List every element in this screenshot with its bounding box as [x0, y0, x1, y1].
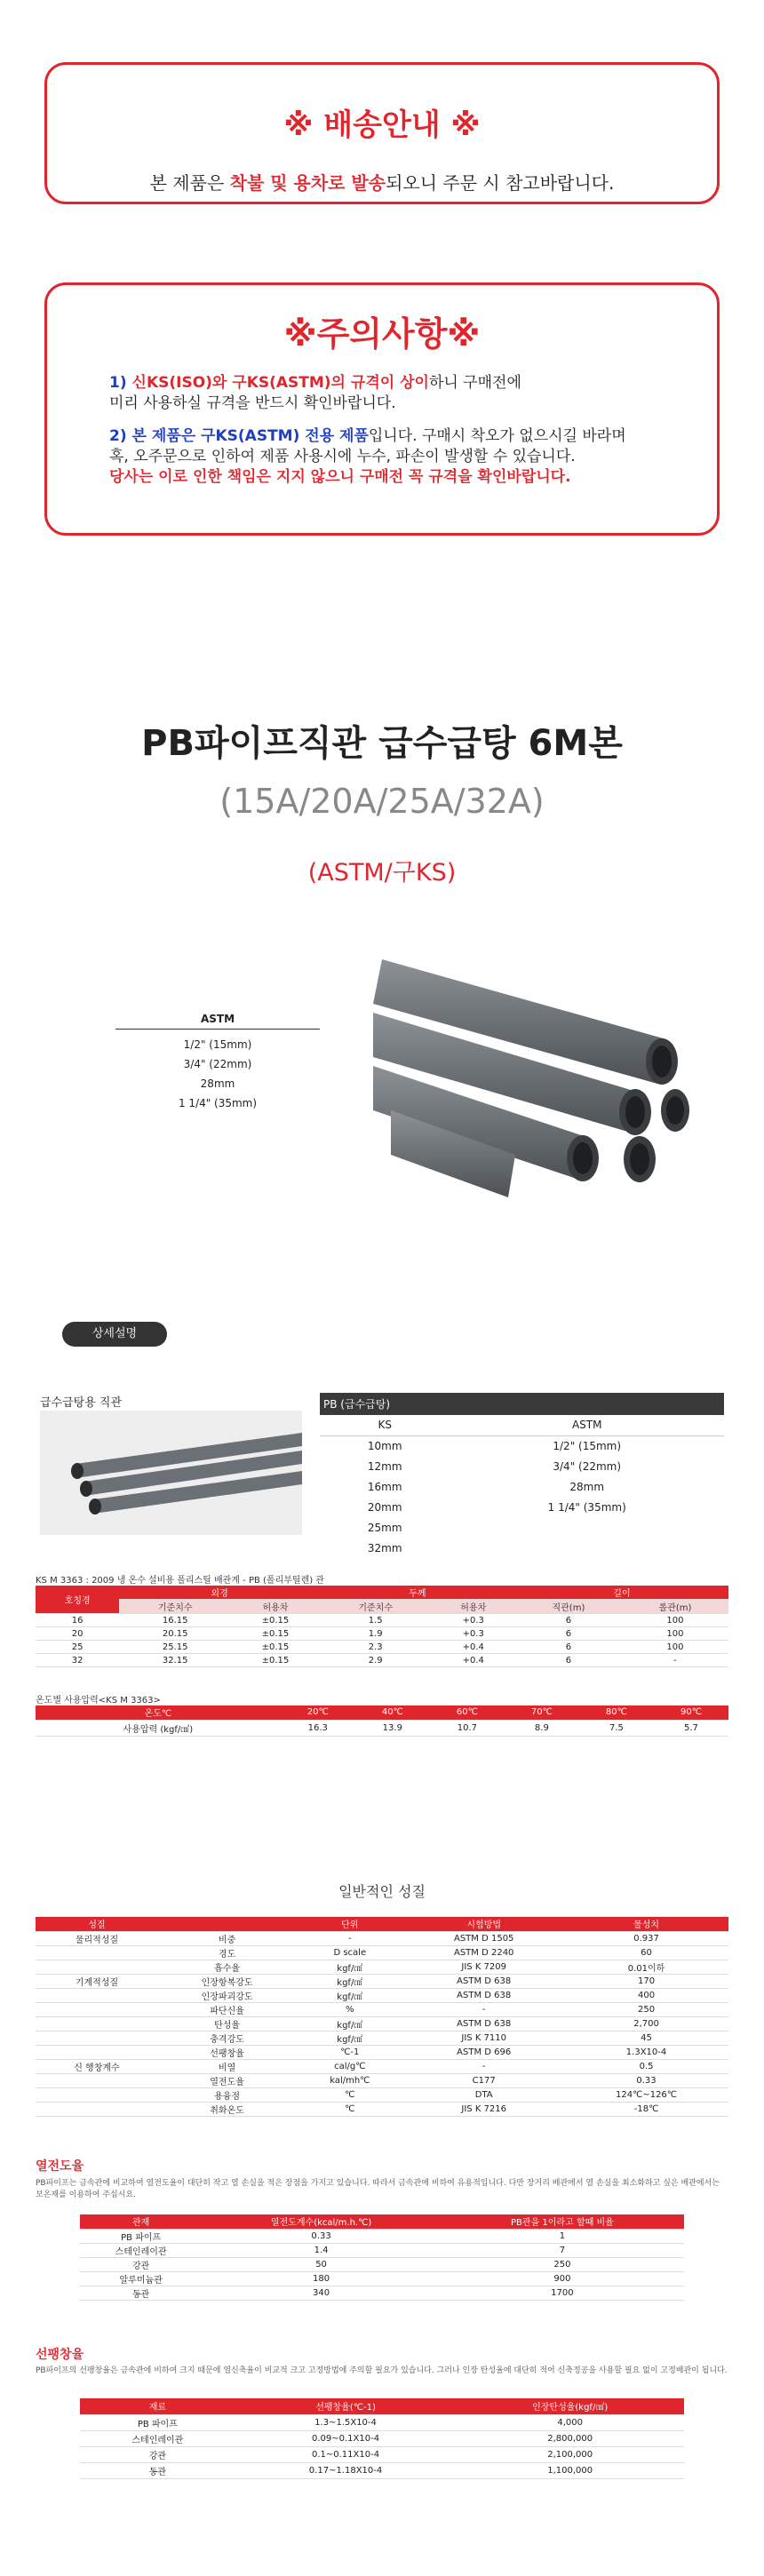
props-cell: -: [403, 2059, 564, 2073]
dim-cell: -: [622, 1654, 728, 1667]
props-cell: 열전도율: [158, 2073, 296, 2087]
press-cell: 10.7: [430, 1720, 505, 1736]
thermal-head: PB관을 1이라고 할때 비율: [441, 2214, 684, 2229]
expansion-head: 재료: [80, 2398, 235, 2414]
press-cell: 7.5: [579, 1720, 654, 1736]
thermal-cell: 7: [441, 2243, 684, 2257]
expansion-heading: 선팽창율: [36, 2348, 84, 2362]
props-cell: -: [296, 1931, 403, 1945]
props-cell: 충격강도: [158, 2031, 296, 2045]
press-table-caption: 온도별 사용압력<KS M 3363>: [36, 1696, 161, 1705]
spec-pipe-image: [40, 1411, 302, 1535]
caution-text-2c: 혹, 오주문으로 인하여 제품 사용시에 누수, 파손이 발생할 수 있습니다.: [109, 448, 576, 465]
thermal-cell: 180: [202, 2271, 441, 2286]
props-cell: ℃-1: [296, 2045, 403, 2059]
pb-cell: 25mm: [367, 1522, 402, 1534]
shipping-notice-title: ※ 배송안내 ※: [283, 107, 481, 143]
thermal-heading: 열전도율: [36, 2159, 84, 2174]
notice-text-a: 본 제품은: [149, 172, 230, 194]
props-cell: 0.5: [564, 2059, 728, 2073]
caution-body: [109, 373, 664, 488]
caution-red-1: 신KS(ISO)와 구KS(ASTM)의 규격이 상이: [131, 374, 429, 392]
expansion-cell: 1.3~1.5X10-4: [235, 2414, 457, 2430]
expansion-head: 인장탄성율(kgf/㎠): [456, 2398, 684, 2414]
pb-cell: 20mm: [367, 1501, 402, 1514]
pb-cell: [450, 1518, 724, 1538]
press-head: 온도℃: [36, 1705, 281, 1720]
dim-cell: 32: [36, 1654, 119, 1667]
props-cell: ASTM D 638: [403, 2016, 564, 2031]
pb-cell: 1 1/4" (35mm): [547, 1501, 626, 1514]
props-cell: JIS K 7216: [403, 2102, 564, 2116]
props-cell: 0.33: [564, 2073, 728, 2087]
props-cell: [36, 2002, 158, 2016]
notice-text-b: 되오니 주문 시 참고바랍니다.: [386, 172, 615, 194]
dim-table-caption: KS M 3363 : 2009 냉 온수 설비용 폴리스틸 배관계 - PB (폴리부틸렌) 관: [36, 1576, 324, 1586]
dim-cell: 1.9: [320, 1627, 432, 1641]
caution-text-2b: 입니다. 구매시 착오가 없으시길 바라며: [368, 427, 626, 445]
props-cell: ASTM D 696: [403, 2045, 564, 2059]
expansion-cell: 0.09~0.1X10-4: [235, 2430, 457, 2446]
shipping-notice-text: [47, 169, 717, 195]
press-table: [36, 1705, 728, 1737]
props-head: 단위: [296, 1917, 403, 1931]
props-cell: kgf/㎠: [296, 2016, 403, 2031]
props-cell: kgf/㎠: [296, 1974, 403, 1988]
props-cell: JIS K 7110: [403, 2031, 564, 2045]
props-cell: kgf/㎠: [296, 2031, 403, 2045]
thermal-cell: 동관: [80, 2286, 202, 2300]
props-cell: 비열: [158, 2059, 296, 2073]
props-cell: [36, 1945, 158, 1960]
press-head: 20℃: [281, 1705, 355, 1720]
props-head: [158, 1917, 296, 1931]
thermal-cell: 0.33: [202, 2229, 441, 2243]
size-list-item: 28mm: [200, 1077, 235, 1090]
props-cell: 170: [564, 1974, 728, 1988]
props-cell: 45: [564, 2031, 728, 2045]
caution-item-2: [109, 426, 664, 488]
props-cell: [36, 2087, 158, 2102]
dim-cell: 20: [36, 1627, 119, 1641]
press-cell: 16.3: [281, 1720, 355, 1736]
dim-cell: 6: [515, 1641, 622, 1654]
dim-sub: 허용차: [231, 1600, 320, 1614]
props-cell: 용융점: [158, 2087, 296, 2102]
press-head: 90℃: [654, 1705, 728, 1720]
dim-table: [36, 1586, 728, 1667]
pb-cell: 16mm: [367, 1481, 402, 1493]
expansion-cell: 스테인레이관: [80, 2430, 235, 2446]
props-cell: 경도: [158, 1945, 296, 1960]
dim-cell: 16: [36, 1614, 119, 1627]
pb-cell: 32mm: [367, 1542, 402, 1554]
caution-num-1: 1): [109, 374, 132, 392]
pb-spec-table: [320, 1393, 724, 1559]
props-cell: -: [403, 2002, 564, 2016]
expansion-cell: 1,100,000: [456, 2462, 684, 2478]
dim-cell: 6: [515, 1614, 622, 1627]
dim-cell: ±0.15: [231, 1627, 320, 1641]
dim-cell: 32.15: [119, 1654, 231, 1667]
props-cell: [36, 2045, 158, 2059]
expansion-text: PB파이프의 선팽창율은 금속관에 비하여 크지 때문에 열신축율이 비교적 크고 고정방법에 주의할 필요가 있습니다. 그러나 인장 탄성율에 대단히 적어 신축정공을 사용할 필요 없이 고정배관이 됩니다.: [36, 2366, 728, 2375]
props-cell: kgf/㎠: [296, 1988, 403, 2002]
props-cell: 60: [564, 1945, 728, 1960]
dim-sub: 롤관(m): [622, 1600, 728, 1614]
props-cell: 취화온도: [158, 2102, 296, 2116]
props-cell: 비중: [158, 1931, 296, 1945]
size-list-item: 1 1/4" (35mm): [178, 1097, 258, 1109]
dim-sub: 기준치수: [320, 1600, 432, 1614]
press-cell: 13.9: [355, 1720, 430, 1736]
dim-sub: 허용차: [432, 1600, 515, 1614]
expansion-head: 선팽창율(℃-1): [235, 2398, 457, 2414]
dim-cell: +0.3: [432, 1627, 515, 1641]
dim-cell: 2.3: [320, 1641, 432, 1654]
props-cell: ℃: [296, 2087, 403, 2102]
product-standard: (ASTM/구KS): [307, 859, 457, 886]
press-cell: 사용압력 (kgf/㎠): [36, 1720, 281, 1736]
thermal-table: [80, 2214, 684, 2301]
dim-cell: +0.4: [432, 1641, 515, 1654]
props-cell: kgf/㎠: [296, 1960, 403, 1974]
props-cell: 인장파괴강도: [158, 1988, 296, 2002]
expansion-cell: 동관: [80, 2462, 235, 2478]
pb-cell: [450, 1538, 724, 1559]
props-cell: DTA: [403, 2087, 564, 2102]
press-head: 40℃: [355, 1705, 430, 1720]
props-cell: 1.3X10-4: [564, 2045, 728, 2059]
thermal-cell: PB 파이프: [80, 2229, 202, 2243]
dim-cell: 100: [622, 1641, 728, 1654]
dim-cell: 6: [515, 1654, 622, 1667]
props-cell: 0.937: [564, 1931, 728, 1945]
thermal-head: 관재: [80, 2214, 202, 2229]
pipe-bundle-image: [373, 942, 693, 1199]
expansion-cell: 0.17~1.18X10-4: [235, 2462, 457, 2478]
dim-sub: 직관(m): [515, 1600, 622, 1614]
product-title: PB파이프직관 급수급탕 6M본: [141, 723, 623, 764]
size-list-item: 1/2" (15mm): [183, 1038, 252, 1051]
dim-head: 외경: [119, 1586, 320, 1600]
props-cell: 선팽창율: [158, 2045, 296, 2059]
caution-num-2: 2): [109, 427, 132, 445]
pb-cell: 10mm: [367, 1440, 402, 1452]
props-cell: 124℃~126℃: [564, 2087, 728, 2102]
pipe-group: [373, 959, 689, 1197]
thermal-cell: 340: [202, 2286, 441, 2300]
props-cell: C177: [403, 2073, 564, 2087]
dim-cell: 25.15: [119, 1641, 231, 1654]
props-head: 성질: [36, 1917, 158, 1931]
props-cell: -18℃: [564, 2102, 728, 2116]
caution-title: ※주의사항※: [283, 314, 481, 354]
shipping-notice: [44, 62, 720, 204]
props-cell: D scale: [296, 1945, 403, 1960]
dim-head: 두께: [320, 1586, 515, 1600]
caution-notice: [44, 282, 720, 536]
caution-text-1c: 미리 사용하실 규격을 반드시 확인바랍니다.: [109, 394, 396, 412]
thermal-cell: 50: [202, 2257, 441, 2271]
thermal-cell: 900: [441, 2271, 684, 2286]
dim-cell: 6: [515, 1627, 622, 1641]
props-cell: cal/g℃: [296, 2059, 403, 2073]
dim-cell: ±0.15: [231, 1654, 320, 1667]
props-cell: [36, 2031, 158, 2045]
size-list-item: 3/4" (22mm): [183, 1058, 252, 1070]
size-list-header: ASTM: [115, 1013, 320, 1030]
press-cell: 5.7: [654, 1720, 728, 1736]
expansion-cell: 2,800,000: [456, 2430, 684, 2446]
props-cell: [36, 2073, 158, 2087]
press-head: 80℃: [579, 1705, 654, 1720]
dim-cell: 20.15: [119, 1627, 231, 1641]
props-table: [36, 1917, 728, 2117]
props-cell: 2,700: [564, 2016, 728, 2031]
thermal-cell: 알루미늄관: [80, 2271, 202, 2286]
spec-image-label: 급수급탕용 직관: [40, 1396, 123, 1410]
pb-cell: 1/2" (15mm): [553, 1440, 622, 1452]
props-cell: 400: [564, 1988, 728, 2002]
props-cell: kal/mh℃: [296, 2073, 403, 2087]
props-cell: 탄성율: [158, 2016, 296, 2031]
props-cell: [36, 1960, 158, 1974]
expansion-cell: 4,000: [456, 2414, 684, 2430]
props-cell: 신 행창계수: [36, 2059, 158, 2073]
dim-cell: 25: [36, 1641, 119, 1654]
pb-cell: 28mm: [569, 1481, 605, 1493]
props-cell: ℃: [296, 2102, 403, 2116]
caution-text-1b: 하니 구매전에: [428, 374, 521, 392]
props-cell: [36, 2016, 158, 2031]
props-head: 시험방법: [403, 1917, 564, 1931]
props-cell: ASTM D 2240: [403, 1945, 564, 1960]
expansion-cell: PB 파이프: [80, 2414, 235, 2430]
dim-cell: 1.5: [320, 1614, 432, 1627]
props-cell: 기계적성질: [36, 1974, 158, 1988]
thermal-cell: 스테인레이관: [80, 2243, 202, 2257]
props-head: 물성치: [564, 1917, 728, 1931]
props-cell: ASTM D 638: [403, 1988, 564, 2002]
dim-cell: 100: [622, 1627, 728, 1641]
size-list: [115, 1013, 320, 1113]
props-cell: ASTM D 1505: [403, 1931, 564, 1945]
press-head: 70℃: [505, 1705, 579, 1720]
thermal-cell: 1700: [441, 2286, 684, 2300]
expansion-cell: 0.1~0.11X10-4: [235, 2446, 457, 2462]
props-cell: 0.01이하: [564, 1960, 728, 1974]
dim-cell: +0.3: [432, 1614, 515, 1627]
expansion-cell: 강관: [80, 2446, 235, 2462]
props-title: 일반적인 성질: [338, 1883, 426, 1900]
thermal-head: 열전도계수(kcal/m.h.℃): [202, 2214, 441, 2229]
caution-item-1: [109, 373, 664, 414]
thermal-text: PB파이프는 금속관에 비교하여 열전도율이 대단히 작고 열 손실을 적은 장점을 가지고 있습니다. 따라서 금속관에 비하여 유용적입니다. 다만 장거리 배관에서 열 손실을 최소화하고 싶은 배관에서는 보온재를 이용하여 주십시요.: [36, 2179, 720, 2199]
detail-badge: 상세설명: [62, 1322, 167, 1347]
props-cell: 파단신율: [158, 2002, 296, 2016]
dim-sub: 기준치수: [119, 1600, 231, 1614]
props-cell: JIS K 7209: [403, 1960, 564, 1974]
dim-cell: 100: [622, 1614, 728, 1627]
thermal-cell: 강관: [80, 2257, 202, 2271]
props-cell: 인장항복강도: [158, 1974, 296, 1988]
props-cell: ASTM D 638: [403, 1974, 564, 1988]
props-cell: [36, 1988, 158, 2002]
product-sizes: (15A/20A/25A/32A): [219, 782, 545, 821]
pb-col-ks: KS: [320, 1415, 450, 1436]
pb-cell: 12mm: [367, 1460, 402, 1473]
thermal-cell: 1.4: [202, 2243, 441, 2257]
thermal-cell: 250: [441, 2257, 684, 2271]
dim-head: 호칭경: [36, 1586, 119, 1614]
dim-cell: 2.9: [320, 1654, 432, 1667]
press-cell: 8.9: [505, 1720, 579, 1736]
dim-cell: ±0.15: [231, 1641, 320, 1654]
pb-cell: 3/4" (22mm): [553, 1460, 622, 1473]
dim-cell: 16.15: [119, 1614, 231, 1627]
pb-col-astm: ASTM: [450, 1415, 724, 1436]
props-cell: %: [296, 2002, 403, 2016]
props-cell: 물리적성질: [36, 1931, 158, 1945]
dim-cell: +0.4: [432, 1654, 515, 1667]
thermal-cell: 1: [441, 2229, 684, 2243]
props-cell: 흡수율: [158, 1960, 296, 1974]
props-cell: 250: [564, 2002, 728, 2016]
caution-red-2: 당사는 이로 인한 책임은 지지 않으니 구매전 꼭 규격을 확인바랍니다.: [109, 468, 571, 486]
press-head: 60℃: [430, 1705, 505, 1720]
props-cell: [36, 2102, 158, 2116]
expansion-table: [80, 2398, 684, 2479]
notice-text-red: 착불 및 용차로 발송: [229, 172, 386, 194]
dim-head: 길이: [515, 1586, 728, 1600]
caution-blue-2: 본 제품은 구KS(ASTM) 전용 제품: [131, 427, 369, 445]
expansion-cell: 2,100,000: [456, 2446, 684, 2462]
pb-table-title: PB (급수급탕): [320, 1393, 724, 1415]
dim-cell: ±0.15: [231, 1614, 320, 1627]
